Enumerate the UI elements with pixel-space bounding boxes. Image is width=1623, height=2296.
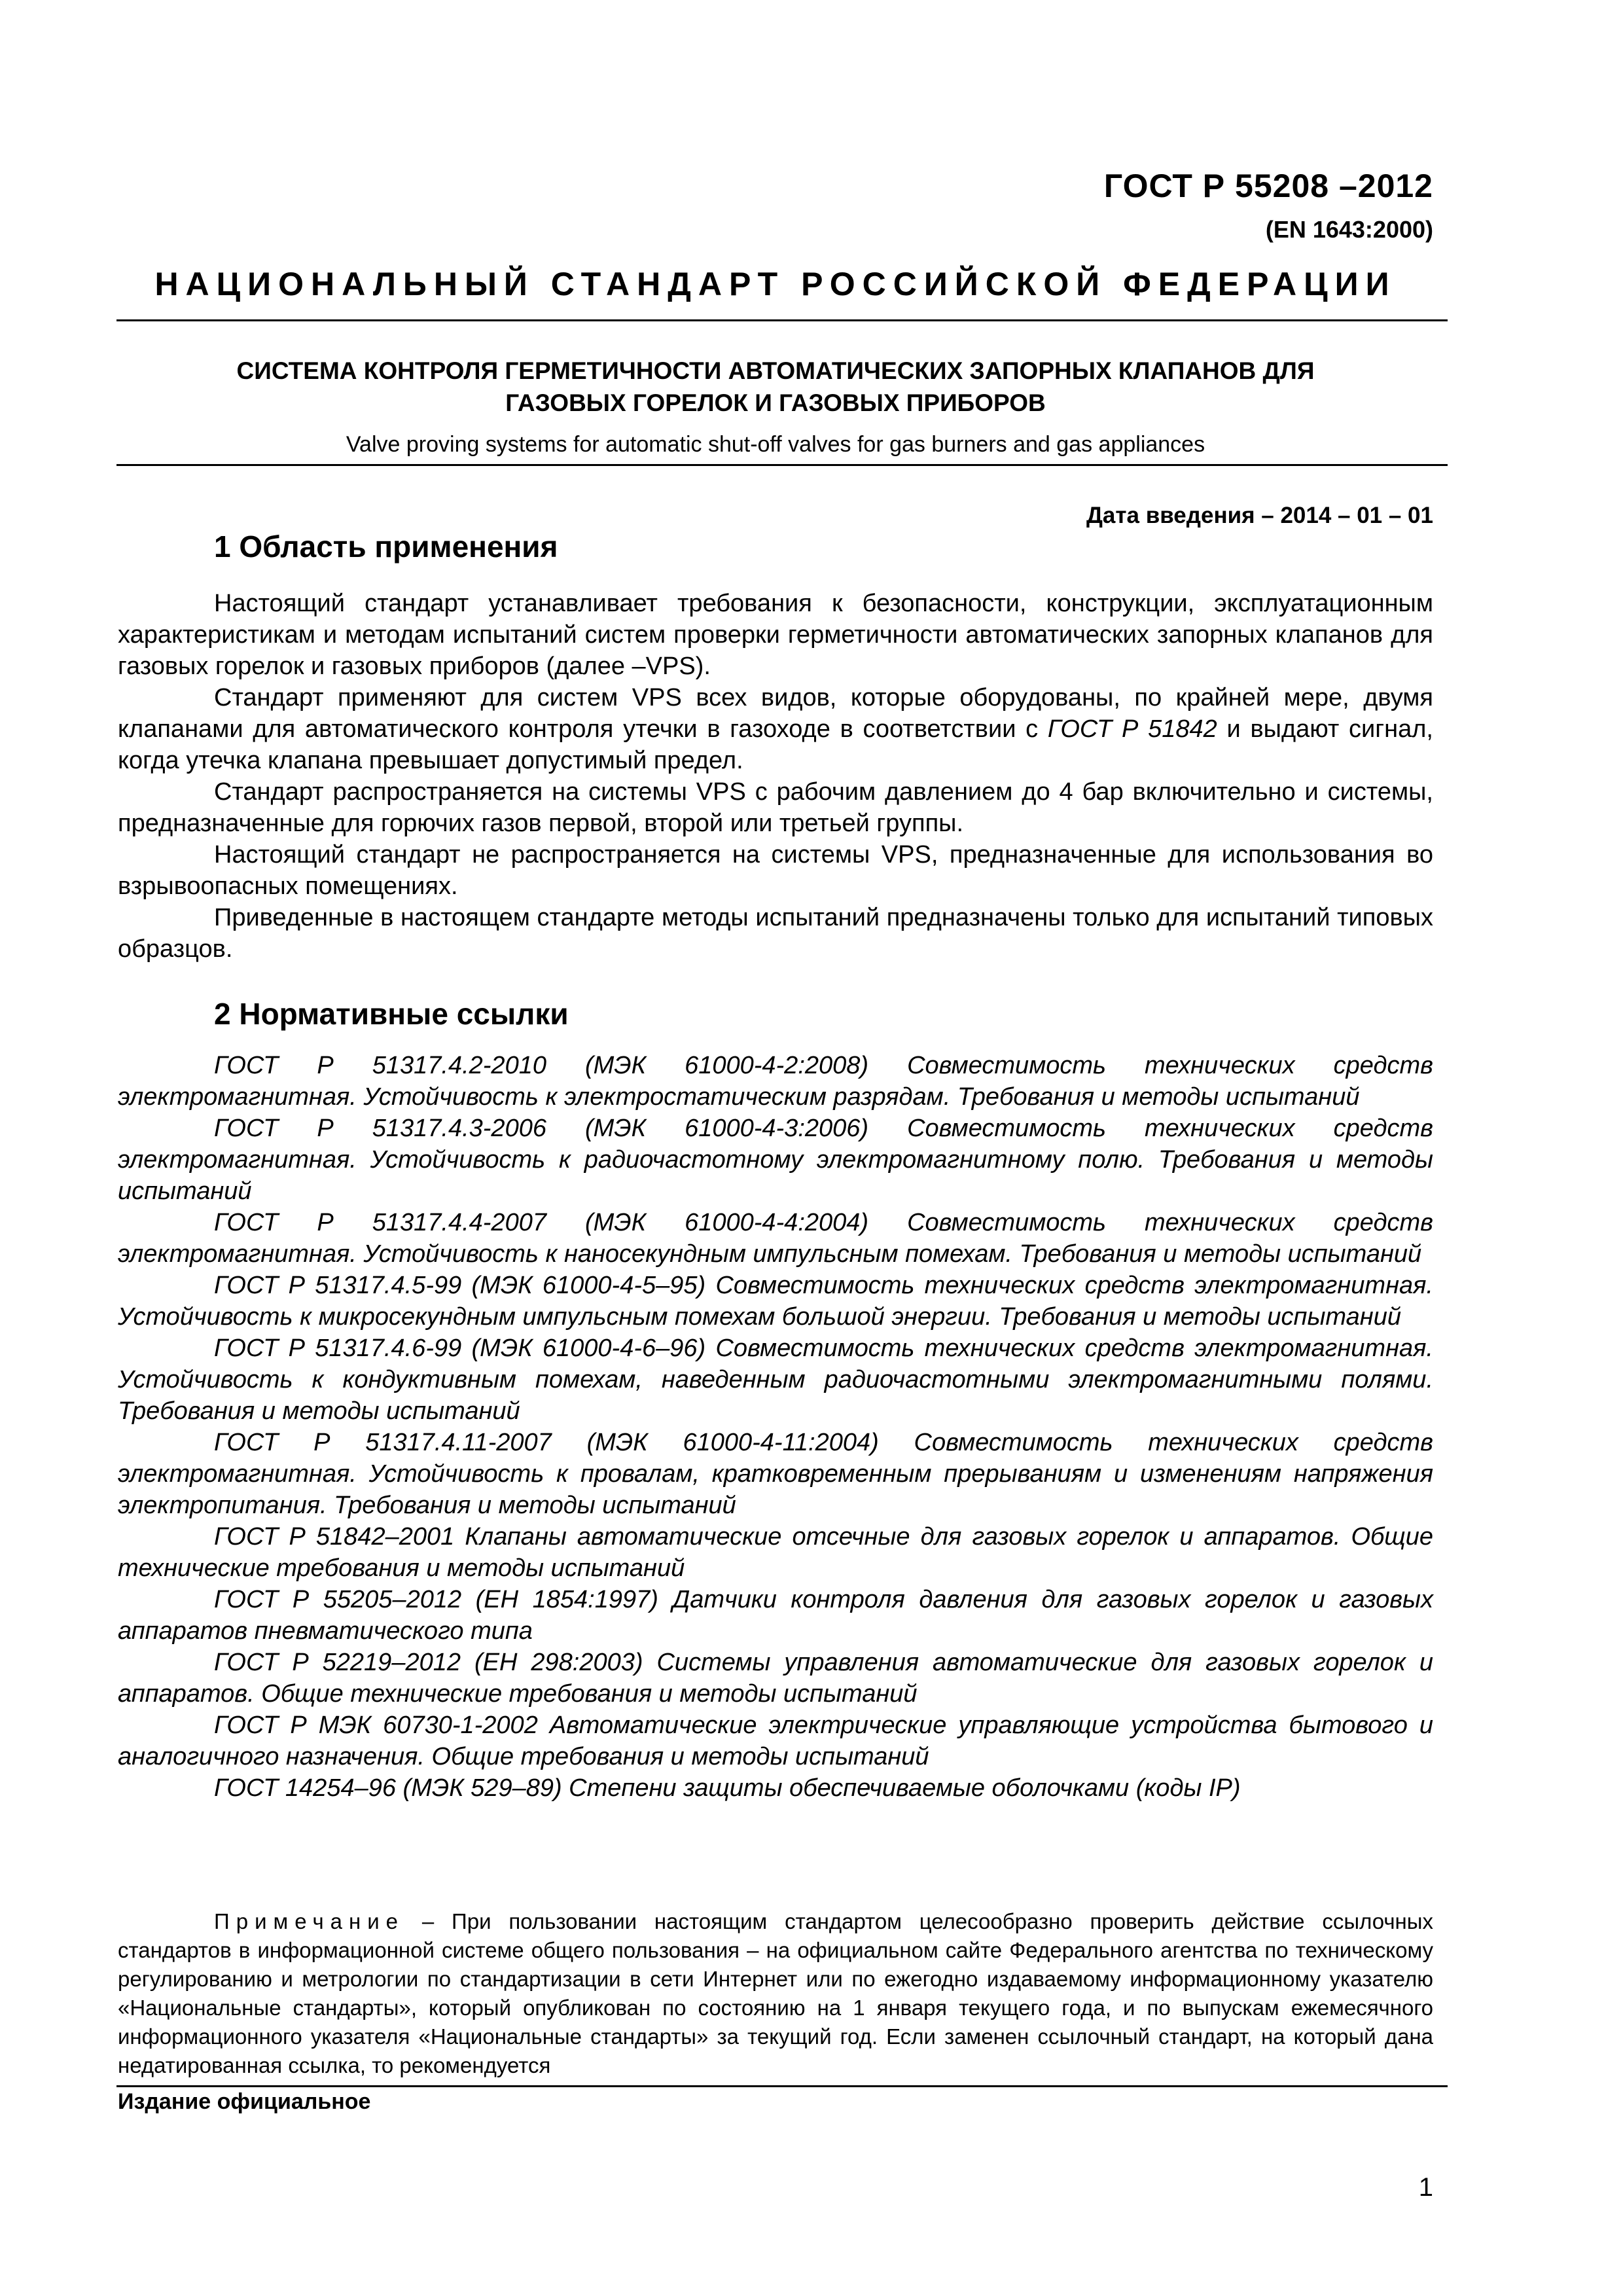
reference-item: ГОСТ Р 51317.4.11-2007 (МЭК 61000-4-11:2004) Совместимость технических средств электромагнитная. Устойчивость к провалам, кратковременным прерываниям и изменениям напряжения электропитания. Требования и методы испытаний xyxy=(118,1429,1433,1519)
paragraph-text: и выдают сигнал, когда утечка клапана превышает допустимый предел. xyxy=(118,715,1433,774)
title-english: Valve proving systems for automatic shut-off valves for gas burners and gas appliances xyxy=(346,432,1205,457)
reference-item: ГОСТ Р 51317.4.5-99 (МЭК 61000-4-5–95) Совместимость технических средств электромагнитная. Устойчивость к микросекундным импульсным помехам большой энергии. Требования и методы испытаний xyxy=(118,1272,1433,1331)
reference-item: ГОСТ Р 52219–2012 (ЕН 298:2003) Системы управления автоматические для газовых горелок и аппаратов. Общие технические требования и методы испытаний xyxy=(118,1649,1433,1708)
title-line-1: СИСТЕМА КОНТРОЛЯ ГЕРМЕТИЧНОСТИ АВТОМАТИЧЕСКИХ ЗАПОРНЫХ КЛАПАНОВ ДЛЯ xyxy=(236,357,1315,384)
section-2-heading: 2 Нормативные ссылки xyxy=(214,997,569,1031)
paragraph: Стандарт распространяется на системы VPS с рабочим давлением до 4 бар включительно и системы, предназначенные для горючих газов первой, второй или третьей группы. xyxy=(118,778,1433,837)
note-text: – При пользовании настоящим стандартом целесообразно проверить действие ссылочных стандартов в информационной системе общего пользования – на официальном сайте Федерального агентства по техническому регулированию и метрологии по стандартизации в сети Интернет или по ежегодно издаваемому информационному указателю «Национальные стандарты», который опубликован по состоянию на 1 января текущего года, и по выпускам ежемесячного информационного указателя «Национальные стандарты» за текущий год. Если заменен ссылочный стандарт, на который дана недатированная ссылка, то рекомендуется xyxy=(118,1909,1433,2077)
reference-item: ГОСТ Р 51842–2001 Клапаны автоматические отсечные для газовых горелок и аппаратов. Общие технические требования и методы испытаний xyxy=(118,1523,1433,1582)
section-2-references xyxy=(118,1050,1433,1804)
introduction-date: Дата введения – 2014 – 01 – 01 xyxy=(1086,503,1433,528)
section-1-heading: 1 Область применения xyxy=(214,529,558,564)
reference-item: ГОСТ Р 55205–2012 (ЕН 1854:1997) Датчики контроля давления для газовых горелок и газовых аппаратов пневматического типа xyxy=(118,1586,1433,1645)
reference-item: ГОСТ Р 51317.4.4-2007 (МЭК 61000-4-4:2004) Совместимость технических средств электромагнитная. Устойчивость к наносекундным импульсным помехам. Требования и методы испытаний xyxy=(118,1209,1433,1268)
reference-link: ГОСТ Р 51842 xyxy=(1047,715,1217,743)
title-divider xyxy=(116,464,1448,466)
header-divider xyxy=(116,319,1448,321)
note-label: Примечание xyxy=(214,1909,405,1933)
standard-number: ГОСТ Р 55208 –2012 xyxy=(1103,168,1433,204)
title-russian xyxy=(118,355,1433,419)
reference-item: ГОСТ Р 51317.4.2-2010 (МЭК 61000-4-2:2008) Совместимость технических средств электромагнитная. Устойчивость к электростатическим разрядам. Требования и методы испытаний xyxy=(118,1052,1433,1111)
paragraph-text: Стандарт применяют для систем VPS всех видов, которые оборудованы, по крайней мере, двумя клапанами для автоматического контроля утечки в газоходе в соответствии с xyxy=(118,684,1433,743)
paragraph: Настоящий стандарт не распространяется на системы VPS, предназначенные для использования во взрывоопасных помещениях. xyxy=(118,841,1433,900)
paragraph: Настоящий стандарт устанавливает требования к безопасности, конструкции, эксплуатационным характеристикам и методам испытаний систем проверки герметичности автоматических запорных клапанов для газовых горелок и газовых приборов (далее –VPS). xyxy=(118,590,1433,680)
paragraph: Приведенные в настоящем стандарте методы испытаний предназначены только для испытаний типовых образцов. xyxy=(118,904,1433,963)
reference-item: ГОСТ Р 51317.4.3-2006 (МЭК 61000-4-3:2006) Совместимость технических средств электромагнитная. Устойчивость к радиочастотному электромагнитному полю. Требования и методы испытаний xyxy=(118,1115,1433,1205)
official-edition-label: Издание официальное xyxy=(118,2089,371,2114)
equivalent-standard: (EN 1643:2000) xyxy=(1265,216,1433,243)
page-number: 1 xyxy=(1418,2173,1433,2202)
section-1-body xyxy=(118,588,1433,965)
reference-item: ГОСТ Р МЭК 60730-1-2002 Автоматические электрические управляющие устройства бытового и аналогичного назначения. Общие требования и методы испытаний xyxy=(118,1712,1433,1770)
reference-note xyxy=(118,1907,1433,2080)
reference-item: ГОСТ Р 51317.4.6-99 (МЭК 61000-4-6–96) Совместимость технических средств электромагнитная. Устойчивость к кондуктивным помехам, наведенным радиочастотными электромагнитными полями. Требования и методы испытаний xyxy=(118,1335,1433,1425)
paragraph xyxy=(118,682,1433,776)
national-standard-banner: НАЦИОНАЛЬНЫЙ СТАНДАРТ РОССИЙСКОЙ ФЕДЕРАЦИИ xyxy=(154,266,1397,302)
footer-divider xyxy=(116,2085,1448,2087)
reference-item: ГОСТ 14254–96 (МЭК 529–89) Степени защиты обеспечиваемые оболочками (коды IP) xyxy=(214,1774,1241,1802)
title-line-2: ГАЗОВЫХ ГОРЕЛОК И ГАЗОВЫХ ПРИБОРОВ xyxy=(505,389,1046,416)
